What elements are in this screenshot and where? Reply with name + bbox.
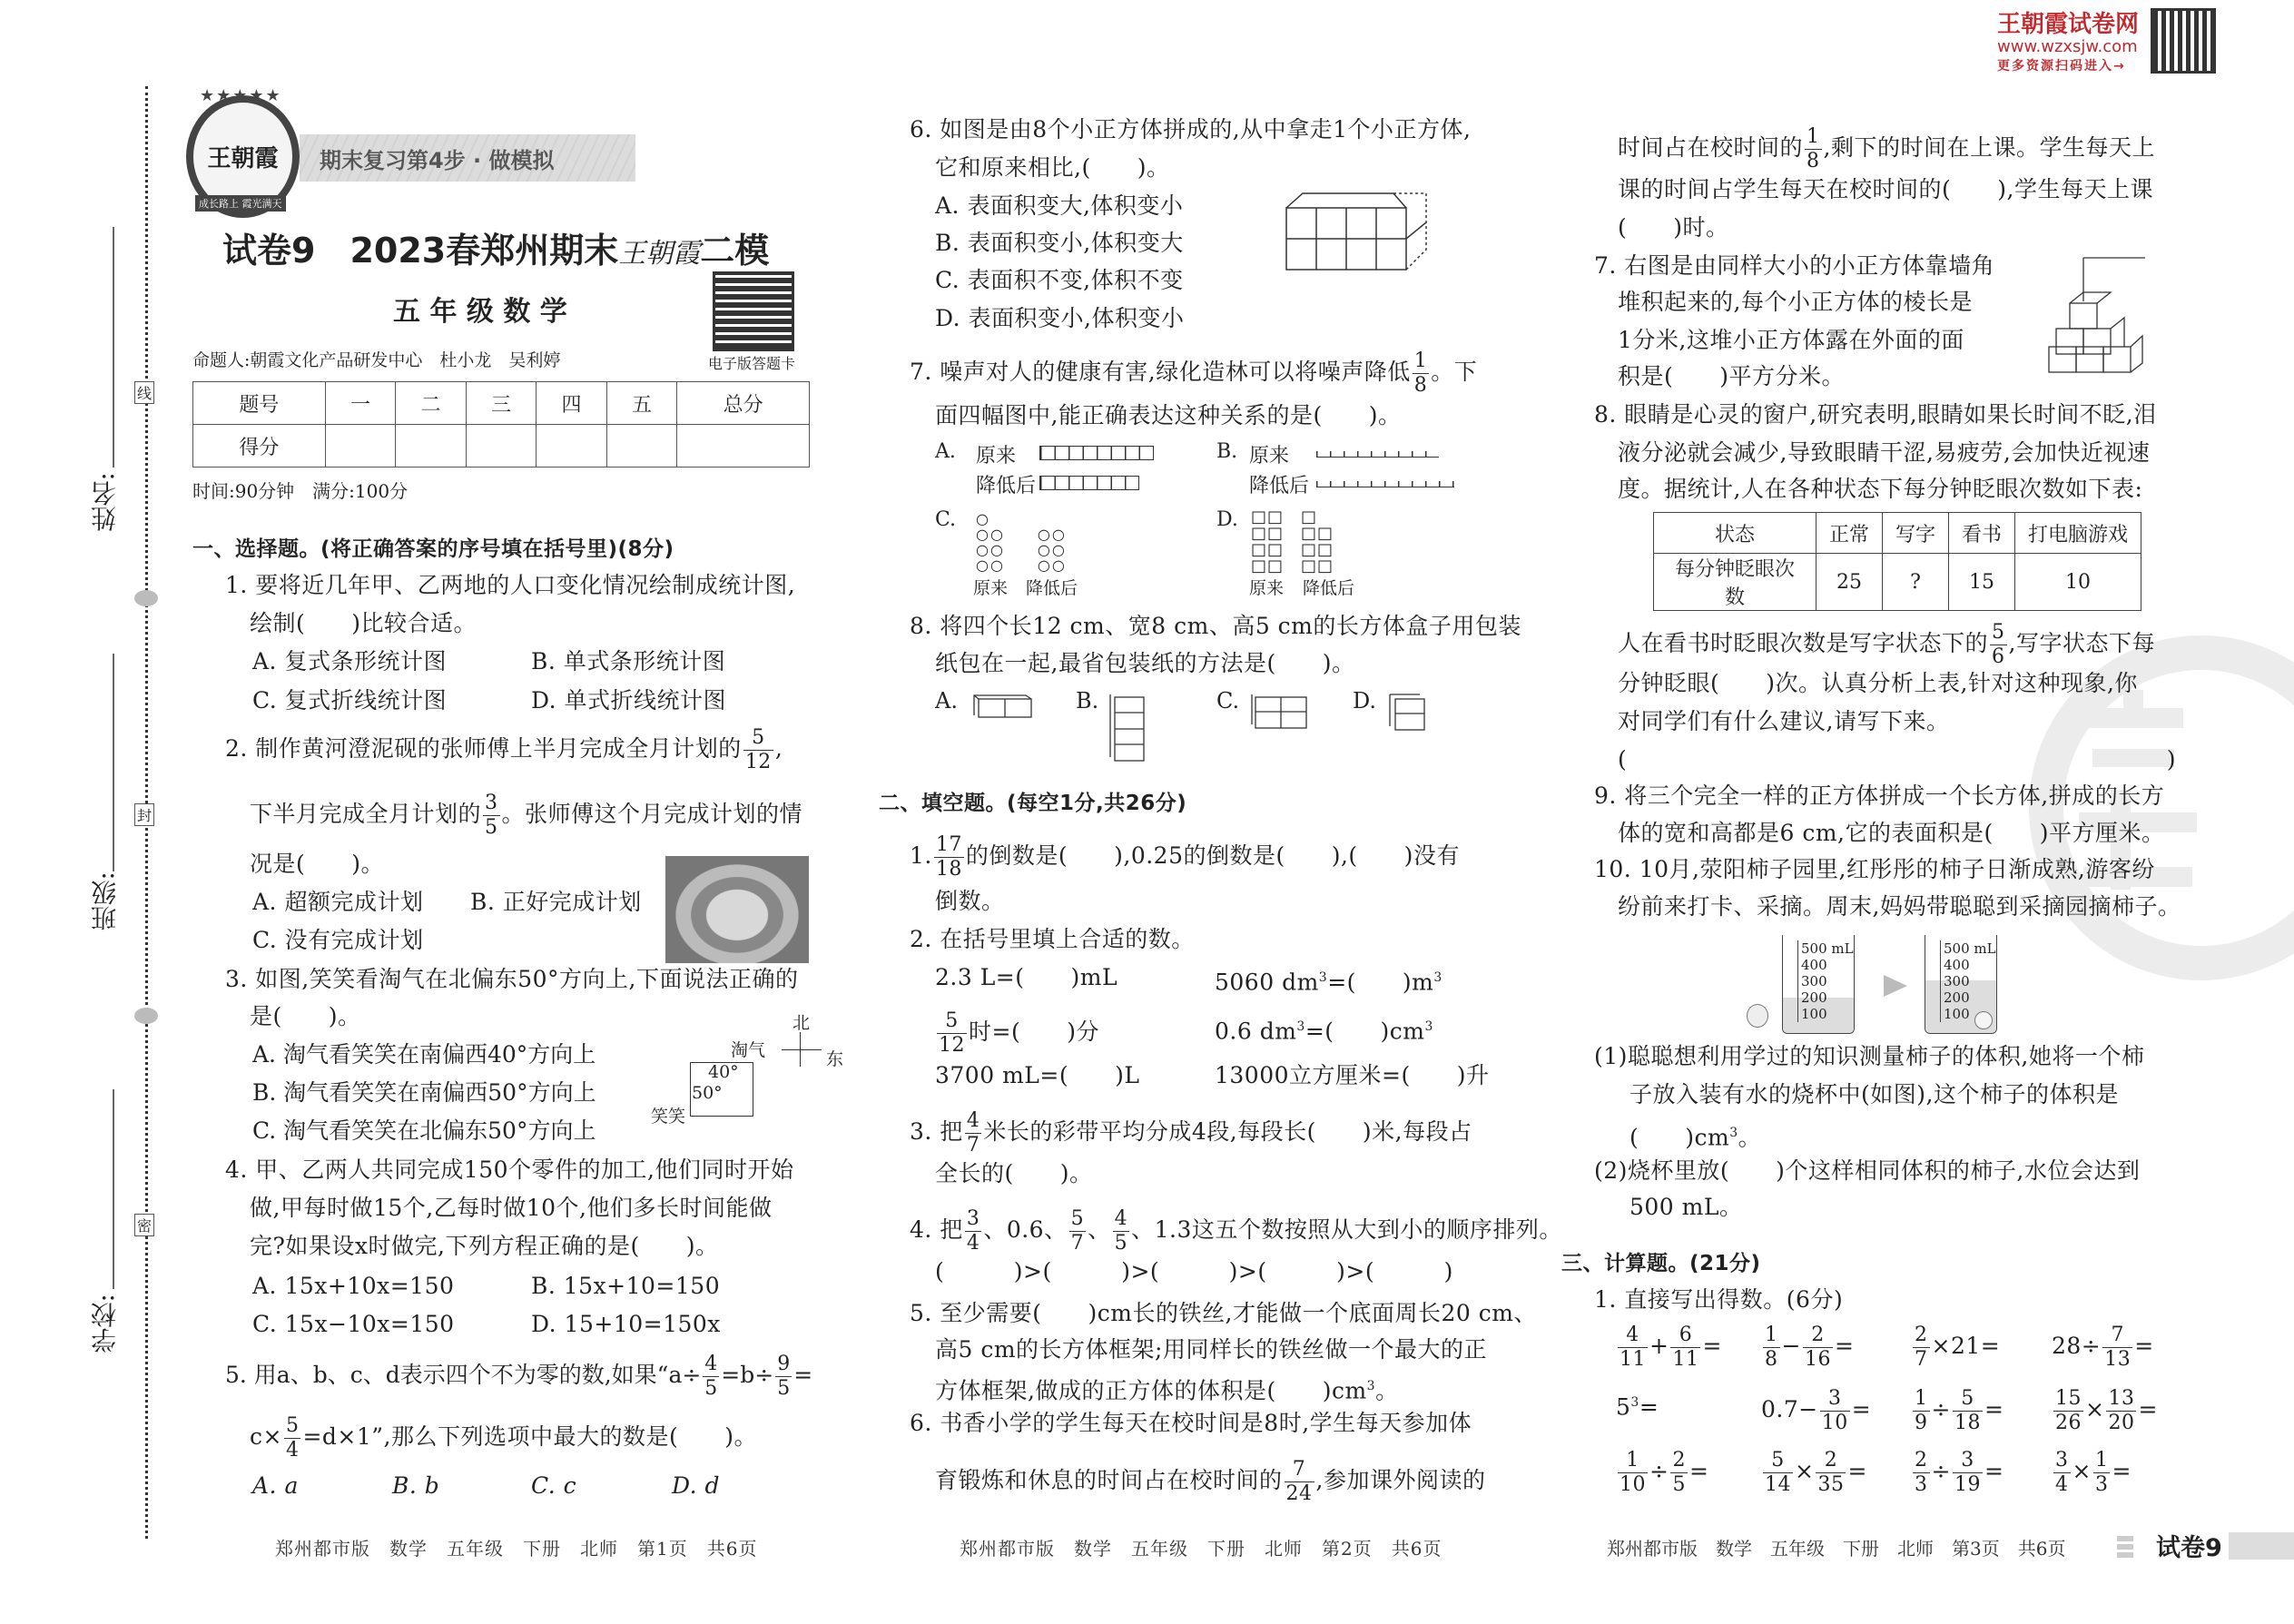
table-header: 正常 — [1816, 513, 1883, 554]
q7-text: 7. 噪声对人的健康有害,绿化造林可以将噪声降低 $\frac{1}{8}$ 。下 — [910, 349, 1478, 397]
fraction: $\frac{3}{4}$ — [966, 1207, 980, 1255]
fill-q1-text: 倒数。 — [935, 888, 1005, 914]
margin-logo-icon — [134, 590, 158, 606]
fill-q8-answer-field[interactable]: ( ) — [1618, 746, 2176, 773]
calc-item[interactable]: $\frac{4}{11}$ + $\frac{6}{11}$ = — [1620, 1324, 1722, 1371]
q6-option-d[interactable]: D. 表面积变小,体积变小 — [935, 305, 1185, 331]
q2-text: 下半月完成全月计划的 $\frac{3}{5}$ 。张师傅这个月完成计划的情 — [250, 792, 803, 839]
q8-option-a[interactable]: A. — [935, 688, 958, 714]
cube-stack-figure — [1285, 186, 1430, 273]
fill-q6-text: 育锻炼和休息的时间占在校时间的 $\frac{7}{24}$ ,参加课外阅读的 — [935, 1458, 1486, 1505]
fill-q6-text: 6. 书香小学的学生每天在校时间是8时,学生每天参加体 — [910, 1410, 1472, 1436]
q7-text: 面四幅图中,能正确表达这种关系的是( )。 — [935, 402, 1402, 428]
fraction: $\frac{3}{10}$ — [1821, 1387, 1848, 1434]
fraction: $\frac{9}{5}$ — [777, 1353, 791, 1400]
page-footer-1: 郑州都市版 数学 五年级 下册 北师 第1页 共6页 — [275, 1538, 758, 1560]
score-cell[interactable] — [606, 425, 677, 468]
name-field[interactable] — [113, 227, 114, 468]
qr-caption: 电子版答题卡 — [708, 355, 796, 372]
score-cell[interactable] — [677, 425, 810, 468]
calc-item[interactable]: $\frac{1}{10}$ ÷ $\frac{2}{5}$ = — [1620, 1449, 1709, 1496]
q1-option-b[interactable]: B. 单式条形统计图 — [531, 648, 726, 674]
q8-option-b[interactable]: B. — [1076, 688, 1099, 714]
squares-figure: □□ □ □□ □□ □□ □□ □□ □□ — [1251, 507, 1334, 576]
page-title — [222, 229, 769, 276]
margin-logo-icon — [134, 1008, 158, 1024]
q8-option-c[interactable]: C. — [1216, 688, 1240, 714]
fill-q9-text: 体的宽和高都是6 cm,它的表面积是( )平方厘米。 — [1618, 820, 2165, 846]
page-footer-2: 郑州都市版 数学 五年级 下册 北师 第2页 共6页 — [960, 1538, 1442, 1560]
fraction: $\frac{2}{5}$ — [1672, 1449, 1686, 1496]
fill-q8-text: 液分泌就会减少,导致眼睛干涩,易疲劳,会加快近视速 — [1618, 439, 2151, 466]
calc-item[interactable]: $\frac{5}{14}$ × $\frac{2}{35}$ = — [1765, 1449, 1867, 1496]
east-arrow-icon — [782, 1049, 822, 1050]
calc-item[interactable]: 28÷ $\frac{7}{13}$ = — [2052, 1324, 2154, 1371]
calc-item[interactable]: $\frac{1}{9}$ ÷ $\frac{5}{18}$ = — [1915, 1387, 2004, 1434]
section-3-title: 三、计算题。(21分) — [1561, 1252, 1761, 1275]
title-suffix: 二模 — [700, 231, 770, 271]
site-url[interactable]: www.wzxsjw.com — [1997, 37, 2138, 56]
q4-option-a[interactable]: A. 15x+10x=150 — [252, 1273, 455, 1299]
score-header: 三 — [466, 382, 537, 425]
fraction: $\frac{5}{6}$ — [1992, 621, 2005, 668]
fill-q10-part2: (2)烧杯里放( )个这样相同体积的柿子,水位会达到 — [1594, 1157, 2141, 1184]
table-cell: ? — [1883, 554, 1949, 611]
fraction: $\frac{5}{4}$ — [285, 1414, 300, 1462]
fill-q2-item[interactable]: $\frac{5}{12}$ 时=( )分 — [939, 1009, 1099, 1057]
q2-option-b[interactable]: B. 正好完成计划 — [470, 889, 642, 915]
fraction: $\frac{6}{11}$ — [1672, 1324, 1699, 1371]
fill-q6-text: ( )时。 — [1618, 214, 1729, 241]
arrow-right-icon — [1884, 975, 1907, 997]
score-table-score-row — [193, 425, 810, 468]
score-header: 题号 — [193, 382, 326, 425]
q5-option-a[interactable]: A. a — [252, 1472, 299, 1499]
text: 2. 制作黄河澄泥砚的张师傅上半月完成全月计划的 — [225, 735, 742, 762]
q4-option-d[interactable]: D. 15+10=150x — [531, 1311, 721, 1337]
fraction: $\frac{7}{13}$ — [2104, 1324, 2132, 1371]
fill-q1-text: 1. $\frac{17}{18}$ 的倒数是( ),0.25的倒数是( ),( )没有 — [910, 833, 1460, 881]
class-label: 班级: — [90, 871, 120, 931]
beaker-scale: 500 mL 400 300 200 100 — [1940, 940, 1996, 1022]
box-arrangement-b — [1109, 694, 1146, 763]
fraction: $\frac{2}{3}$ — [1915, 1449, 1928, 1496]
label-xiaoxiao: 笑笑 — [651, 1107, 686, 1127]
inkstone-photo — [665, 856, 809, 963]
beaker-scale: 500 mL 400 300 200 100 — [1797, 940, 1854, 1022]
box-arrangement-d — [1389, 694, 1425, 732]
calc-item[interactable]: $\frac{2}{3}$ ÷ $\frac{3}{19}$ = — [1915, 1449, 2004, 1496]
box-arrangement-a — [973, 694, 1033, 719]
fill-q3-text: 3. 把 $\frac{4}{7}$ 米长的彩带平均分成4段,每段长( )米,每段占 — [910, 1109, 1472, 1156]
q4-text: 4. 甲、乙两人共同完成150个零件的加工,他们同时开始 — [225, 1156, 794, 1183]
q1-option-a[interactable]: A. 复式条形统计图 — [252, 648, 447, 674]
fraction: $\frac{13}{20}$ — [2108, 1387, 2135, 1434]
label-after: 降低后 — [1026, 578, 1078, 598]
site-qr-code[interactable] — [2153, 11, 2213, 71]
fill-q5-text: 方体框架,做成的正方体的体积是( )$cm^3$。 — [935, 1377, 1399, 1404]
fraction: $\frac{1}{9}$ — [1915, 1387, 1928, 1434]
fraction: $\frac{1}{8}$ — [1807, 125, 1820, 172]
q7-option-c[interactable]: C. — [935, 508, 957, 531]
q5-text: c× $\frac{5}{4}$ =d×1”,那么下列选项中最大的数是( )。 — [250, 1414, 757, 1462]
q4-option-c[interactable]: C. 15x−10x=150 — [252, 1311, 455, 1337]
fraction: $\frac{4}{5}$ — [704, 1353, 718, 1400]
q8-text: 纸包在一起,最省包装纸的方法是( )。 — [935, 650, 1355, 676]
badge-bar — [2229, 1532, 2294, 1560]
time-info: 时间:90分钟 满分:100分 — [192, 480, 409, 502]
table-header: 状态 — [1654, 513, 1816, 554]
table-cell: 15 — [1949, 554, 2015, 611]
calc-item[interactable]: $\frac{2}{7}$ ×21= — [1915, 1324, 2001, 1371]
fraction: $\frac{4}{5}$ — [1114, 1207, 1128, 1255]
fraction: $\frac{5}{12}$ — [939, 1009, 965, 1057]
authors: 命题人:朝霞文化产品研发中心 杜小龙 吴利婷 — [192, 350, 561, 370]
table-row-label: 每分钟眨眼次数 — [1654, 554, 1816, 611]
label-before: 原来 — [973, 578, 1009, 598]
q5-text: 5. 用a、b、c、d表示四个不为零的数,如果“a÷ $\frac{4}{5}$ =b÷ $\frac{9}{5}$ = — [225, 1353, 813, 1400]
calc-item[interactable]: $\frac{15}{26}$ × $\frac{13}{20}$ = — [2055, 1387, 2158, 1434]
fill-q10-part1: (1)聪聪想利用学过的知识测量柿子的体积,她将一个柿 — [1594, 1043, 2145, 1069]
fill-q2-item[interactable]: 3700 mL=( )L — [935, 1062, 1140, 1088]
fill-q2-item[interactable]: 2.3 L=( )mL — [935, 964, 1118, 990]
label-taoqi: 淘气 — [731, 1040, 766, 1060]
q5-option-b[interactable]: B. b — [392, 1472, 440, 1499]
fill-q8-text: 8. 眼睛是心灵的窗户,研究表明,眼睛如果长时间不眨,泪 — [1594, 401, 2157, 428]
fill-q5-text: 高5 cm的长方体框架;用同样长的铁丝做一个最大的正 — [935, 1336, 1487, 1363]
fill-q8-text: 分钟眨眼( )次。认真分析上表,针对这种现象,你 — [1618, 670, 2138, 696]
school-field[interactable] — [113, 1089, 114, 1289]
corner-cube-stack-figure — [2047, 256, 2147, 374]
persimmon-icon — [1747, 1004, 1768, 1028]
q8-text: 8. 将四个长12 cm、宽8 cm、高5 cm的长方体盒子用包装 — [910, 613, 1521, 639]
q7-options — [935, 440, 1498, 604]
score-cell[interactable] — [325, 425, 396, 468]
fill-q10-part1: ( )$cm^3$。 — [1629, 1124, 1762, 1151]
fill-q10-text: 纷前来打卡、采摘。周末,妈妈带聪聪到采摘园摘柿子。 — [1618, 893, 2181, 920]
fraction: $\frac{4}{11}$ — [1620, 1324, 1646, 1371]
fill-q7-text: 堆积起来的,每个小正方体的棱长是 — [1618, 289, 1973, 315]
fraction: $\frac{15}{26}$ — [2055, 1387, 2082, 1434]
q7-option-a[interactable]: A. — [935, 440, 956, 463]
calc-item[interactable]: $\frac{3}{4}$ × $\frac{1}{3}$ = — [2055, 1449, 2132, 1496]
fraction: $\frac{2}{35}$ — [1817, 1449, 1845, 1496]
persimmon-icon — [1974, 1011, 1993, 1029]
fraction: $\frac{7}{24}$ — [1285, 1458, 1313, 1505]
table-header-row — [1654, 513, 2141, 554]
q6-text: 6. 如图是由8个小正方体拼成的,从中拿走1个小正方体, — [910, 116, 1472, 143]
fill-q8-text: 对同学们有什么建议,请写下来。 — [1618, 708, 1950, 734]
table-cell: 25 — [1816, 554, 1883, 611]
score-header: 五 — [606, 382, 677, 425]
fill-q4-text: 4. 把 $\frac{3}{4}$ 、0.6、 $\frac{5}{7}$ 、 $\frac{4}{5}$ 、1.3这五个数按照从大到小的顺序排列。 — [910, 1207, 1562, 1255]
label-after: 降低后 — [1303, 578, 1355, 598]
fill-q3-text: 全长的( )。 — [935, 1160, 1093, 1186]
calc-item[interactable]: $5^3=$ — [1616, 1393, 1659, 1421]
fraction: $\frac{5}{14}$ — [1765, 1449, 1791, 1496]
fraction: $\frac{5}{7}$ — [1070, 1207, 1085, 1255]
fill-q10-part1: 子放入装有水的烧杯中(如图),这个柿子的体积是 — [1629, 1081, 2119, 1107]
score-cell[interactable] — [466, 425, 537, 468]
q1-option-d[interactable]: D. 单式折线统计图 — [531, 687, 727, 714]
fill-q6-text: 时间占在校时间的 $\frac{1}{8}$ ,剩下的时间在上课。学生每天上 — [1618, 125, 2155, 172]
fill-q8-text: 度。据统计,人在各种状态下每分钟眨眼次数如下表: — [1618, 476, 2143, 502]
line-before-b — [1316, 451, 1439, 458]
q3-option-b[interactable]: B. 淘气看笑笑在南偏西50°方向上 — [252, 1079, 596, 1106]
direction-diagram — [640, 1012, 849, 1130]
table-cell: 10 — [2015, 554, 2141, 611]
label-after: 降低后 — [1249, 475, 1310, 497]
name-label: 姓名: — [90, 472, 120, 532]
label-before: 原来 — [1249, 578, 1285, 598]
label-after: 降低后 — [976, 475, 1037, 497]
score-row-label: 得分 — [193, 425, 326, 468]
q6-option-a[interactable]: A. 表面积变大,体积变小 — [935, 192, 1184, 219]
q1-text: 绘制( )比较合适。 — [250, 610, 478, 636]
q1-text: 1. 要将近几年甲、乙两地的人口变化情况绘制成统计图, — [225, 572, 796, 598]
score-header: 二 — [396, 382, 467, 425]
paper-badge: 试卷9 — [2147, 1528, 2231, 1563]
score-cell[interactable] — [396, 425, 467, 468]
fill-q6-text: 课的时间占学生每天在校时间的( ),学生每天上课 — [1618, 176, 2153, 202]
fill-q8-text: 人在看书时眨眼次数是写字状态下的 $\frac{5}{6}$ ,写字状态下每 — [1618, 621, 2155, 668]
school-label: 学校: — [90, 1294, 120, 1353]
angle-40: 40° — [708, 1062, 739, 1082]
score-table — [192, 381, 810, 468]
seal-mark-feng: 封 — [134, 803, 154, 826]
subject-title: 五 年 级 数 学 — [393, 296, 567, 328]
q6-option-c[interactable]: C. 表面积不变,体积不变 — [935, 267, 1184, 293]
seal-mark-xian: 线 — [134, 381, 154, 404]
logo-slogan: 成长路上 霞光满天 — [195, 195, 286, 212]
fraction: $\frac{3}{4}$ — [2055, 1449, 2069, 1496]
score-header: 一 — [325, 382, 396, 425]
calc-q1-title: 1. 直接写出得数。(6分) — [1594, 1286, 1844, 1313]
q4-option-b[interactable]: B. 15x+10=150 — [531, 1273, 721, 1299]
q8-option-d[interactable]: D. — [1353, 688, 1377, 714]
q3-option-c[interactable]: C. 淘气看笑笑在北偏东50°方向上 — [252, 1117, 596, 1144]
q2-option-c[interactable]: C. 没有完成计划 — [252, 927, 424, 953]
fraction: $\frac{1}{8}$ — [1413, 349, 1428, 397]
q1-option-c[interactable]: C. 复式折线统计图 — [252, 687, 448, 714]
step-banner — [300, 134, 635, 182]
q8-options — [935, 688, 1498, 770]
q3-text: 3. 如图,笑笑看淘气在北偏东50°方向上,下面说法正确的 — [225, 966, 799, 992]
fill-q2-item[interactable]: 5060 $dm^3=$( )$m^3$ — [1215, 969, 1442, 996]
q6-option-b[interactable]: B. 表面积变小,体积变大 — [935, 230, 1184, 256]
calc-item[interactable]: 0.7− $\frac{3}{10}$ = — [1761, 1387, 1872, 1434]
fill-q10-text: 10. 10月,荥阳柿子园里,红彤彤的柿子日渐成熟,游客纷 — [1594, 856, 2155, 882]
table-header: 打电脑游戏 — [2015, 513, 2141, 554]
fill-q7-text: 1分米,这堆小正方体露在外面的面 — [1618, 327, 1964, 353]
answer-card-qr-code[interactable] — [715, 274, 792, 349]
score-table-header-row — [193, 382, 810, 425]
table-header: 写字 — [1883, 513, 1949, 554]
page-footer-3: 郑州都市版 数学 五年级 下册 北师 第3页 共6页 — [1607, 1538, 2066, 1560]
angle-50: 50° — [692, 1083, 723, 1103]
site-cta: 更多资源扫码进入→ — [1997, 59, 2126, 74]
calc-item[interactable]: $\frac{1}{8}$ − $\frac{2}{16}$ = — [1765, 1324, 1855, 1371]
box-arrangement-c — [1251, 694, 1307, 730]
label-north: 北 — [793, 1013, 811, 1033]
title-main: 试卷9 2023春郑州期末 — [222, 231, 619, 271]
fill-q2-text: 2. 在括号里填上合适的数。 — [910, 926, 1195, 952]
logo-stars-icon: ★★★★★ — [200, 86, 282, 105]
site-name: 王朝霞试卷网 — [1997, 11, 2140, 38]
q7-option-b[interactable]: B. — [1216, 440, 1238, 463]
section-2-title: 二、填空题。(每空1分,共26分) — [879, 792, 1187, 815]
bar-before-a — [1039, 446, 1154, 460]
q4-text: 完?如果设x时做完,下列方程正确的是( )。 — [250, 1233, 719, 1259]
score-cell[interactable] — [537, 425, 607, 468]
label-east: 东 — [826, 1049, 844, 1069]
score-header: 四 — [537, 382, 607, 425]
badge-decor-icon — [2117, 1534, 2133, 1558]
score-header: 总分 — [677, 382, 810, 425]
class-field[interactable] — [113, 654, 114, 871]
calc-grid — [1616, 1324, 2197, 1514]
site-branding[interactable] — [1997, 11, 2179, 74]
fraction: $\frac{1}{3}$ — [2094, 1449, 2109, 1496]
fill-q9-text: 9. 将三个完全一样的正方体拼成一个长方体,拼成的长方 — [1594, 782, 2165, 809]
section-1-title: 一、选择题。(将正确答案的序号填在括号里)(8分) — [192, 537, 674, 561]
q4-text: 做,甲每时做15个,乙每时做10个,他们多长时间能做 — [250, 1195, 773, 1221]
q5-option-c[interactable]: C. c — [531, 1472, 577, 1499]
q3-option-a[interactable]: A. 淘气看笑笑在南偏西40°方向上 — [252, 1041, 596, 1068]
title-brand: 王朝霞 — [618, 238, 701, 270]
fraction: $\frac{3}{5}$ — [485, 792, 498, 839]
q2-option-a[interactable]: A. 超额完成计划 — [252, 889, 424, 915]
step-banner-text: 期末复习第4步 · 做模拟 — [320, 147, 555, 173]
fraction: $\frac{1}{8}$ — [1765, 1324, 1778, 1371]
label-before: 原来 — [1249, 445, 1290, 468]
q7-option-d[interactable]: D. — [1216, 508, 1238, 531]
fill-q4-answer-blanks[interactable]: ( )>( )>( )>( )>( ) — [935, 1258, 1453, 1284]
brand-logo-text: 王朝霞 — [207, 145, 279, 172]
blink-rate-table — [1653, 512, 2141, 611]
fraction: $\frac{2}{7}$ — [1915, 1324, 1928, 1371]
fill-q7-text: 7. 右图是由同样大小的小正方体靠墙角 — [1594, 252, 1995, 279]
beaker-after — [1925, 935, 1997, 1034]
q3-text: 是( )。 — [250, 1003, 361, 1029]
q2-text: 2. 制作黄河澄泥砚的张师傅上半月完成全月计划的 $\frac{5}{12}$ , — [225, 726, 783, 773]
circles-figure: ○ ○○ ○○ ○○ ○○ ○○ ○○ — [976, 510, 1067, 574]
fraction: $\frac{4}{7}$ — [966, 1109, 980, 1156]
fraction: $\frac{3}{19}$ — [1954, 1449, 1981, 1496]
fill-q5-text: 5. 至少需要( )cm长的铁丝,才能做一个底面周长20 cm、 — [910, 1300, 1537, 1326]
q6-text: 它和原来相比,( )。 — [935, 154, 1170, 181]
fraction: $\frac{2}{16}$ — [1804, 1324, 1831, 1371]
fraction: $\frac{5}{12}$ — [744, 726, 772, 773]
fill-q2-item[interactable]: 13000立方厘米=( )升 — [1215, 1062, 1490, 1088]
q2-text: 况是( )。 — [250, 851, 385, 877]
q5-option-d[interactable]: D. d — [672, 1472, 721, 1499]
fill-q10-part2: 500 mL。 — [1629, 1194, 1743, 1220]
fraction: $\frac{5}{18}$ — [1954, 1387, 1981, 1434]
label-before: 原来 — [976, 445, 1017, 468]
line-after-b — [1316, 481, 1454, 487]
table-header: 看书 — [1949, 513, 2015, 554]
bar-after-a — [1039, 476, 1139, 490]
fill-q2-item[interactable]: 0.6 $dm^3=$( )$cm^3$ — [1215, 1018, 1433, 1045]
fill-q7-text: 积是( )平方分米。 — [1618, 363, 1846, 389]
seal-mark-mi: 密 — [134, 1214, 154, 1236]
fraction: $\frac{17}{18}$ — [935, 833, 962, 881]
table-row — [1654, 554, 2141, 611]
beaker-before — [1782, 935, 1855, 1034]
fraction: $\frac{1}{10}$ — [1620, 1449, 1646, 1496]
